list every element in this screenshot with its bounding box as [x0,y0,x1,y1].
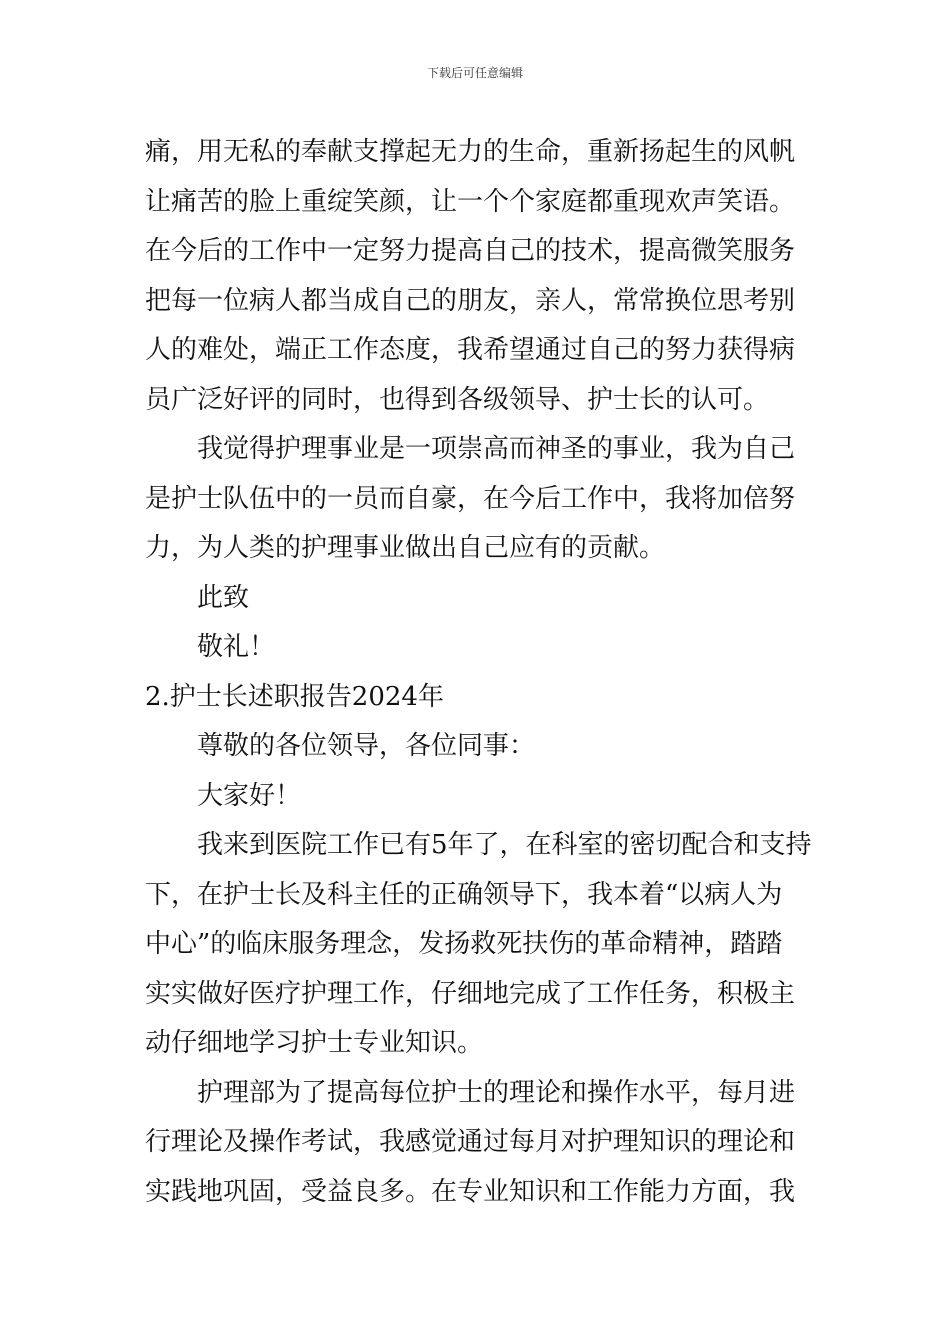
text-line: 在今后的工作中一定努力提高自己的技术，提高微笑服务 [145,236,796,266]
paragraph-first-line: 我觉得护理事业是一项崇高而神圣的事业，我为自己 [197,434,796,464]
text-line: 人的难处，端正工作态度，我希望通过自己的努力获得病 [145,335,796,365]
paragraph-first-line: 我来到医院工作已有5年了，在科室的密切配合和支持 [197,830,812,860]
text-line: 下，在护士长及科主任的正确领导下，我本着“以病人为 [145,879,783,910]
text-line: 中心”的临床服务理念，发扬救死扶伤的革命精神，踏踏 [145,929,783,959]
text-line: 把每一位病人都当成自己的朋友，亲人，常常换位思考别 [145,285,796,316]
greeting-line: 大家好！ [197,780,302,811]
page-header: 下载后可任意编辑 [426,66,523,80]
document-body [145,128,813,1217]
paragraph-first-line: 护理部为了提高每位护士的理论和操作水平，每月进 [197,1077,796,1108]
greeting-line: 尊敬的各位领导，各位同事： [197,731,536,761]
text-line: 是护士队伍中的一员而自豪，在今后工作中，我将加倍努 [145,483,796,514]
closing-line: 此致 [197,582,250,613]
text-line: 实践地巩固，受益良多。在专业知识和工作能力方面，我 [145,1176,796,1207]
text-line: 痛，用无私的奉献支撑起无力的生命，重新扬起生的风帆 [145,137,796,167]
text-line: 实实做好医疗护理工作，仔细地完成了工作任务，积极主 [145,978,796,1009]
text-line: 员广泛好评的同时，也得到各级领导、护士长的认可。 [145,384,770,415]
text-line: 动仔细地学习护士专业知识。 [145,1028,484,1058]
text-line: 行理论及操作考试，我感觉通过每月对护理知识的理论和 [145,1127,796,1157]
text-line: 力，为人类的护理事业做出自己应有的贡献。 [145,533,666,563]
section-heading: 2.护士长述职报告2024年 [145,681,444,712]
text-line: 让痛苦的脸上重绽笑颜，让一个个家庭都重现欢声笑语。 [145,186,796,217]
salutation-line: 敬礼！ [197,632,276,662]
